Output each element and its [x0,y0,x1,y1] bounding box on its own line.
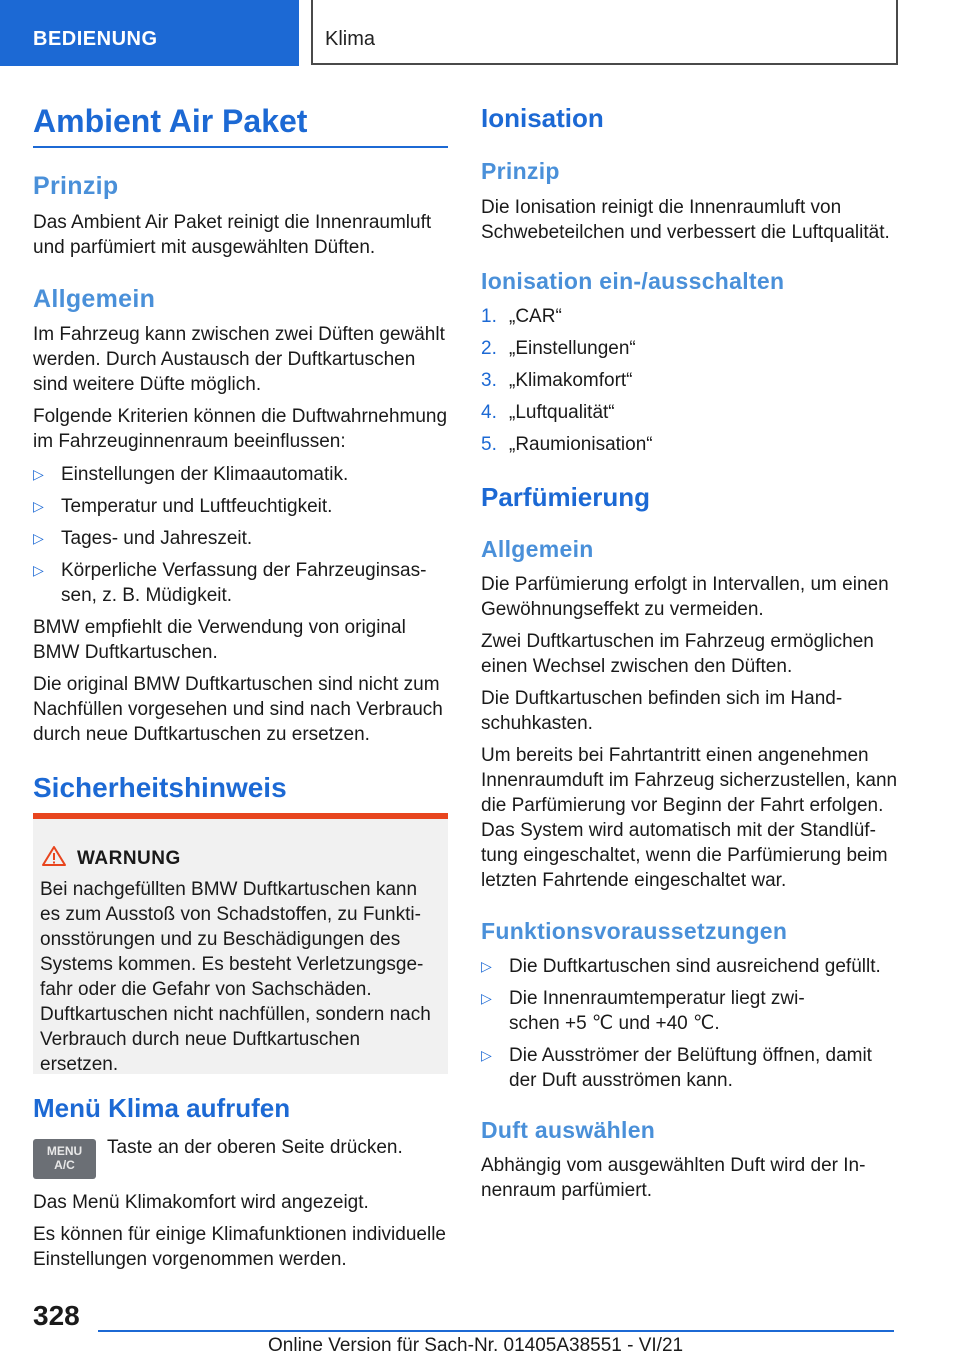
para-menu-taste: Taste an der oberen Seite drücken. [107,1137,403,1158]
para-allgemein-2: Folgende Kriterien können die Duftwahrnehmung im Fahrzeuginnenraum beeinflussen: [33,406,448,452]
heading-ionisation: Ionisation [481,103,604,133]
menu-ac-button-icon [33,1139,96,1179]
chapter-label: Klima [325,28,376,50]
warning-title: WARNUNG [77,848,181,869]
triangle-bullet-icon: ▷ [33,562,44,578]
para-parf-4: Um bereits bei Fahrtantritt einen angenehmen Innenraumduft im Fahrzeug sicherzustellen, kann die Parfümierung vor Beginn der Fahrt erfolgen. Das System wird automatisch mit der Standlüftung eingeschaltet, wenn die Parfümierung beim letzten Fahrtende eingeschaltet war. [481,745,898,891]
menu-button-label-top: MENU [46,1144,83,1158]
chapter-tab [311,0,898,65]
heading-funktionsvoraussetzungen: Funktionsvoraussetzungen [481,918,788,944]
triangle-bullet-icon: ▷ [33,530,44,546]
triangle-bullet-icon: ▷ [33,498,44,514]
title-rule [33,146,448,148]
heading-sicherheit: Sicherheitshinweis [33,772,287,803]
para-original: Die original BMW Duftkartuschen sind nicht zum Nachfüllen vorgesehen und sind nach Verbrauch durch neue Duftkartuschen zu ersetzen. [33,674,443,745]
page-title: Ambient Air Paket [33,103,308,139]
heading-allgemein: Allgemein [33,285,156,313]
page-number: 328 [33,1300,80,1331]
warning-triangle-icon [41,845,67,867]
para-parf-2: Zwei Duftkartuschen im Fahrzeug ermöglichen einen Wechsel zwischen den Düften. [481,631,874,677]
triangle-bullet-icon: ▷ [481,990,492,1006]
heading-parfuemierung: Parfümierung [481,482,651,512]
triangle-bullet-icon: ▷ [33,466,44,482]
triangle-bullet-icon: ▷ [481,1047,492,1063]
warning-box [33,813,448,1074]
warning-text: Bei nachgefüllten BMW Duftkartuschen kann es zum Ausstoß von Schadstoffen, zu Funktionsstörungen und zu Beschädigungen des Systems kommen. Es besteht Verletzungsgefahr oder die Gefahr von Sachschäden. Duftkartuschen nicht nachfüllen, sondern nach Verbrauch durch neue Duftkartuschen ersetzen. [40,879,431,1075]
menu-button-label-bottom: A/C [54,1158,75,1172]
para-prinzip: Das Ambient Air Paket reinigt die Innenraumluft und parfümiert mit ausgewählten Düften. [33,212,432,258]
footer-rule [98,1330,894,1332]
heading-ion-prinzip: Prinzip [481,158,560,184]
section-tab [0,0,299,66]
heading-parf-allgemein: Allgemein [481,536,594,562]
heading-ion-switch: Ionisation ein-/ausschalten [481,268,785,294]
heading-prinzip: Prinzip [33,172,119,200]
heading-duft-auswaehlen: Duft auswählen [481,1117,656,1143]
para-menu-angezeigt: Das Menü Klimakomfort wird angezeigt. [33,1192,369,1213]
footer-text: Online Version für Sach-Nr. 01405A38551 - VI/21 [268,1335,684,1356]
triangle-bullet-icon: ▷ [481,958,492,974]
para-einstellungen: Es können für einige Klimafunktionen individuelle Einstellungen vorgenommen werden. [33,1224,446,1270]
heading-menu-klima: Menü Klima aufrufen [33,1093,291,1123]
para-ion-prinzip: Die Ionisation reinigt die Innenraumluft von Schwebeteilchen und verbessert die Luftqualität. [481,197,890,243]
section-label: BEDIENUNG [33,28,158,50]
para-parf-1: Die Parfümierung erfolgt in Intervallen, um einen Gewöhnungseffekt zu vermeiden. [481,574,889,620]
para-parf-3: Die Duftkartuschen befinden sich im Handschuhkasten. [481,688,843,734]
para-allgemein-1: Im Fahrzeug kann zwischen zwei Düften gewählt werden. Durch Austausch der Duftkartuschen sind weitere Düfte möglich. [33,324,445,395]
para-empfehlung: BMW empfiehlt die Verwendung von original BMW Duftkartuschen. [33,617,406,663]
para-duft: Abhängig vom ausgewählten Duft wird der Innenraum parfümiert. [481,1155,866,1201]
